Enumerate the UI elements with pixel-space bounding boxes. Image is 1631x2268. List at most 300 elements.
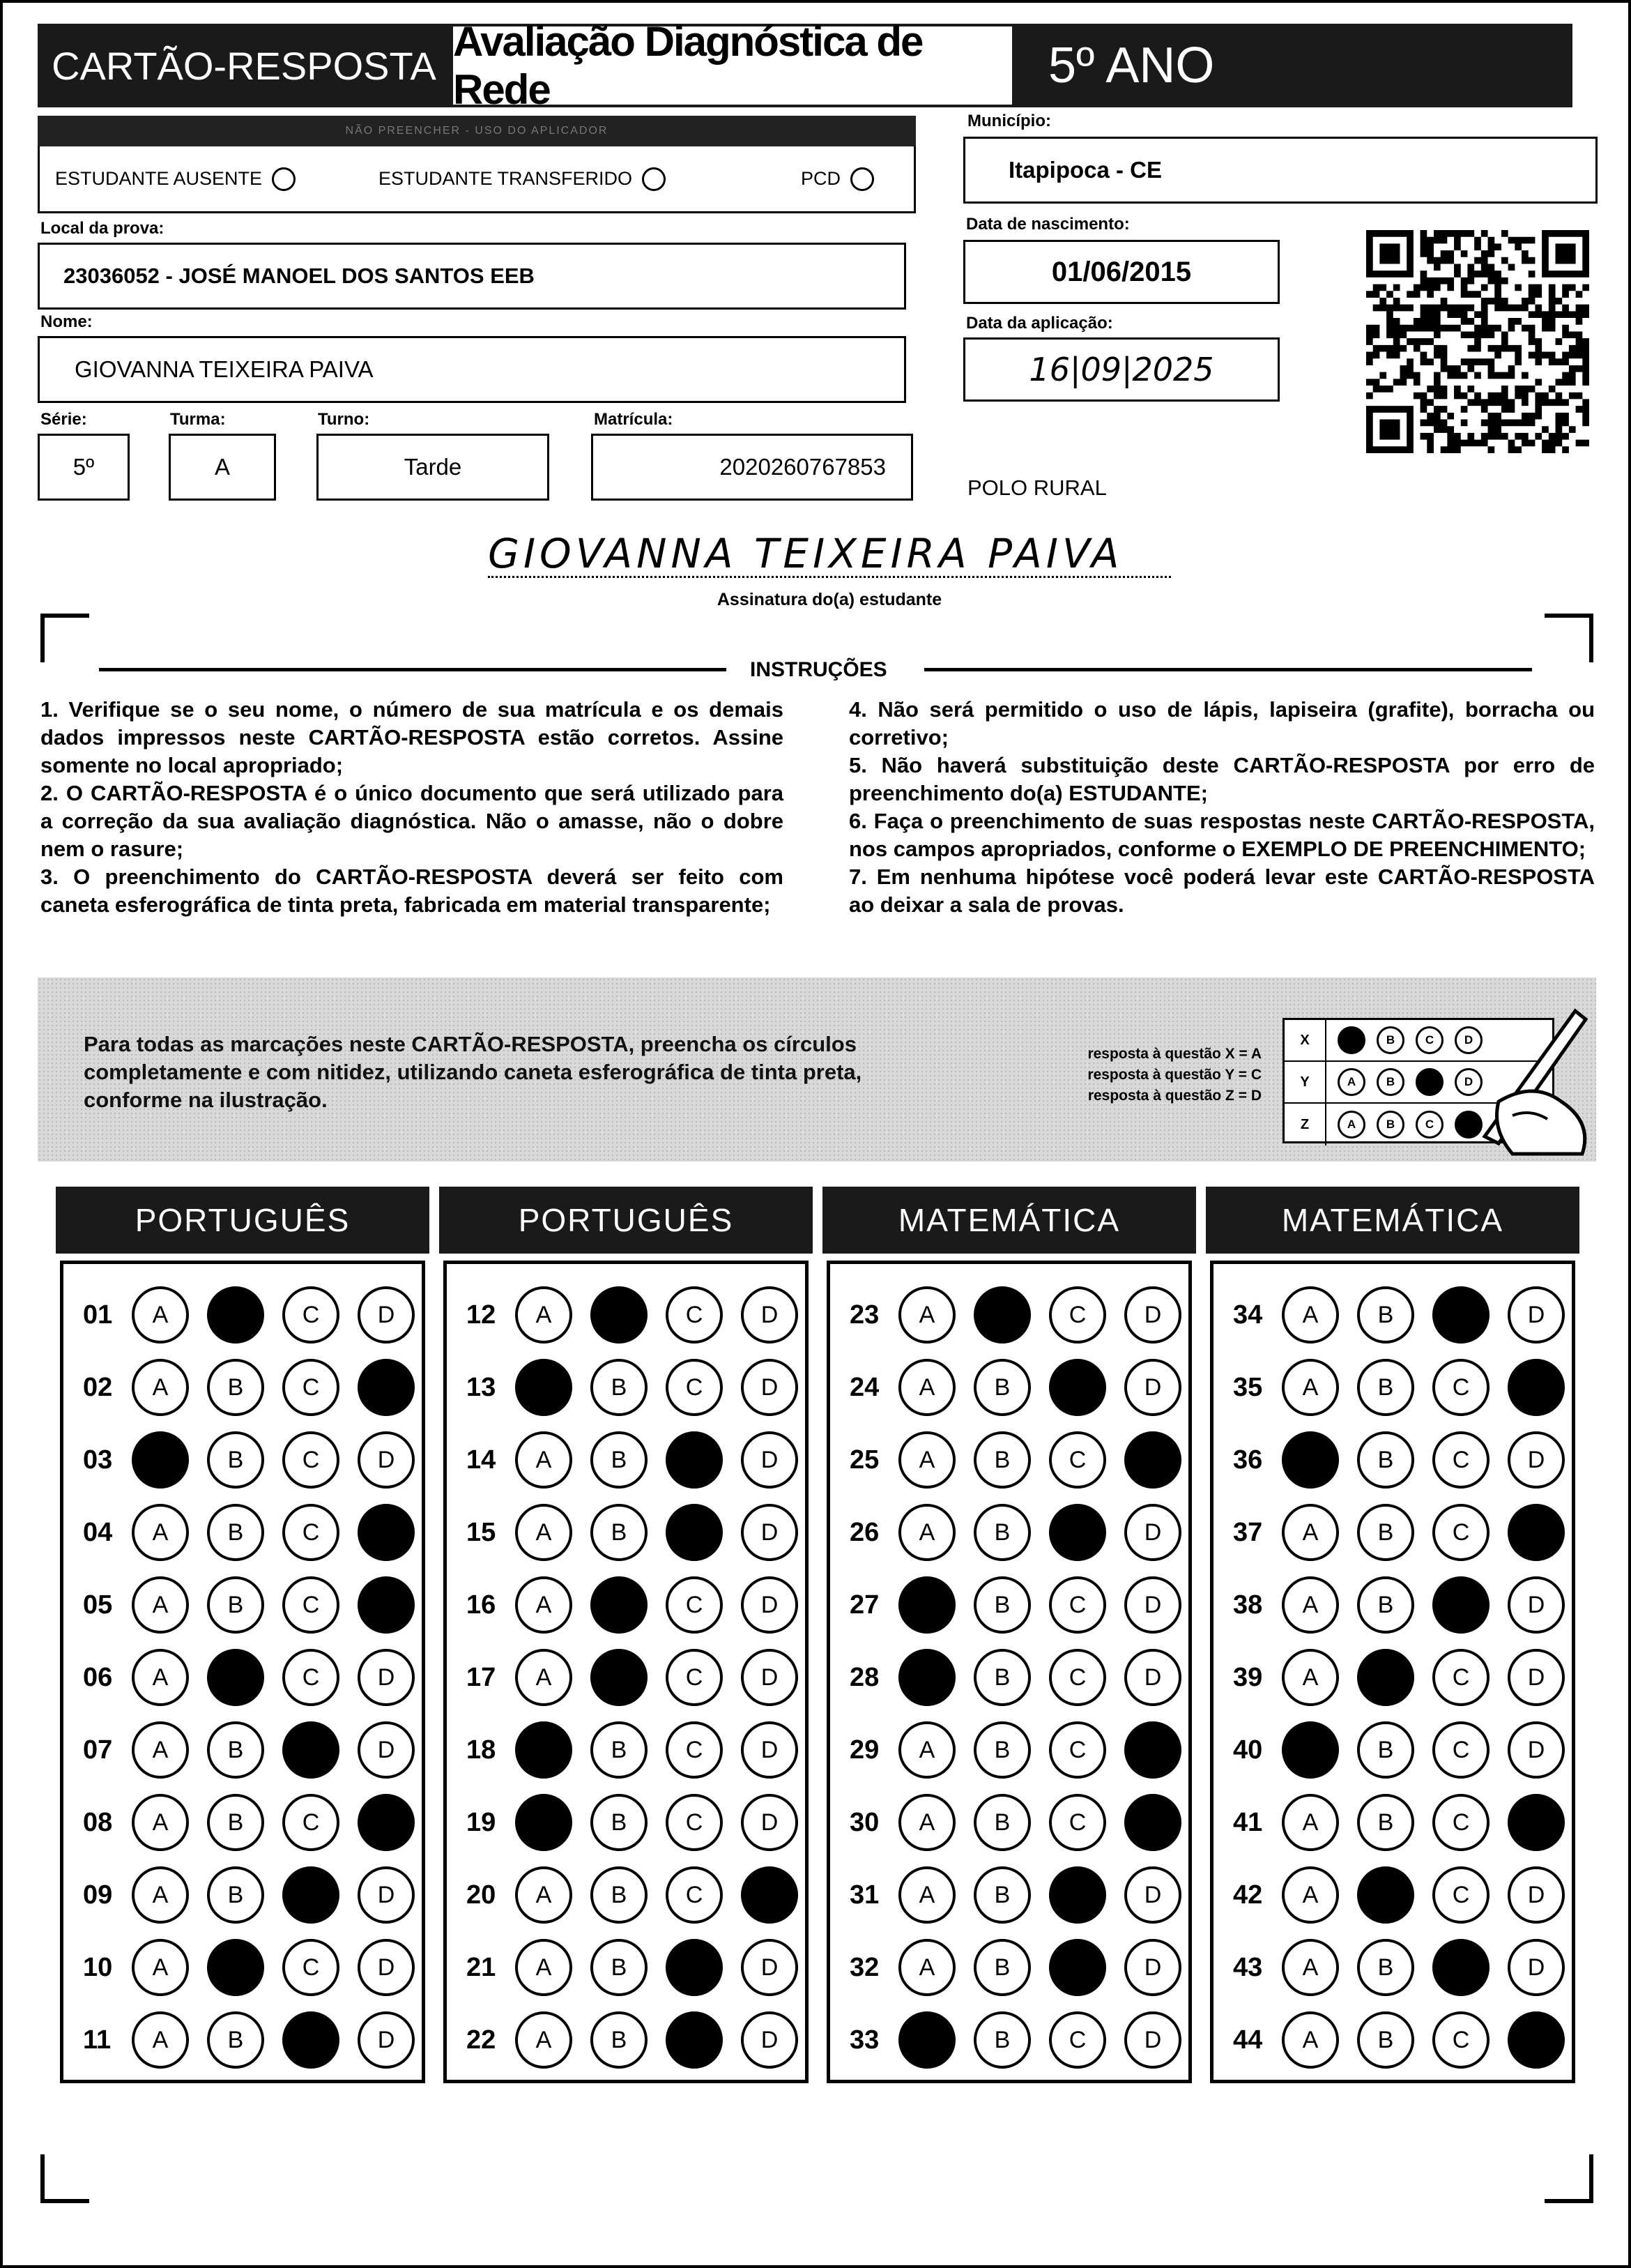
answer-bubble-b[interactable]: B bbox=[1357, 1504, 1414, 1561]
answer-bubble-d[interactable]: D bbox=[1124, 1286, 1181, 1344]
signature-label: Assinatura do(a) estudante bbox=[717, 590, 942, 609]
answer-bubble-d[interactable] bbox=[1124, 1794, 1181, 1851]
answer-bubble-d[interactable]: D bbox=[358, 2011, 415, 2069]
answer-bubble-a[interactable]: A bbox=[1282, 1649, 1339, 1706]
answer-bubble-c[interactable] bbox=[666, 2011, 723, 2069]
answer-bubble-c[interactable]: C bbox=[282, 1504, 339, 1561]
answer-bubble-c[interactable]: C bbox=[1432, 1359, 1490, 1416]
answer-bubble-c[interactable] bbox=[1432, 1286, 1490, 1344]
answer-bubble-a[interactable]: A bbox=[515, 1504, 572, 1561]
answer-bubble-c[interactable]: C bbox=[1049, 1649, 1106, 1706]
status-pcd-bubble[interactable] bbox=[850, 167, 874, 191]
answer-bubble-b[interactable]: B bbox=[1357, 1359, 1414, 1416]
answer-bubble-d[interactable]: D bbox=[1124, 1359, 1181, 1416]
question-number: 39 bbox=[1233, 1662, 1263, 1692]
answer-bubble-d[interactable]: D bbox=[1124, 1649, 1181, 1706]
applicator-strip: NÃO PREENCHER - USO DO APLICADOR bbox=[38, 116, 916, 146]
answer-bubble-b[interactable]: B bbox=[590, 1794, 648, 1851]
answer-bubble-b[interactable]: B bbox=[974, 1359, 1031, 1416]
status-absent-bubble[interactable] bbox=[272, 167, 296, 191]
corner-mark-bottom-left bbox=[40, 2154, 89, 2203]
question-number: 11 bbox=[83, 2025, 112, 2055]
answer-bubble-d[interactable]: D bbox=[741, 1431, 798, 1489]
answer-bubble-b[interactable] bbox=[207, 1649, 264, 1706]
question-row bbox=[63, 1646, 415, 1709]
question-number: 38 bbox=[1233, 1590, 1263, 1620]
answer-bubble-d[interactable]: D bbox=[358, 1286, 415, 1344]
example-text: Para todas as marcações neste CARTÃO-RESPOSTA, preencha os círculos completamente e com nitidez, utilizando caneta esferográfica de tinta preta, conforme na ilustração. bbox=[84, 1032, 862, 1112]
answer-bubble-a[interactable]: A bbox=[132, 1649, 189, 1706]
status-pcd-label: PCD bbox=[801, 168, 841, 189]
question-row bbox=[447, 1936, 798, 1999]
answer-bubble-d[interactable]: D bbox=[358, 1866, 415, 1924]
answer-bubble-c[interactable]: C bbox=[282, 1286, 339, 1344]
qr-modules bbox=[1366, 230, 1589, 453]
answer-bubble-c[interactable] bbox=[1049, 1939, 1106, 1996]
example-bubble-a: A bbox=[1338, 1111, 1365, 1139]
answer-bubble-c[interactable]: C bbox=[282, 1431, 339, 1489]
answer-bubble-b[interactable] bbox=[1357, 1649, 1414, 1706]
question-row bbox=[1213, 1429, 1565, 1491]
question-row bbox=[1213, 1719, 1565, 1781]
answer-bubble-b[interactable]: B bbox=[1357, 1939, 1414, 1996]
answer-bubble-b[interactable]: B bbox=[974, 1939, 1031, 1996]
answer-bubble-b[interactable]: B bbox=[590, 1721, 648, 1779]
grade-title: 5º ANO bbox=[1015, 24, 1572, 107]
question-number: 25 bbox=[850, 1445, 880, 1475]
question-row bbox=[63, 1429, 415, 1491]
student-signature: GIOVANNA TEIXEIRA PAIVA bbox=[488, 530, 1124, 577]
birthdate-label: Data de nascimento: bbox=[966, 215, 1130, 234]
question-number: 36 bbox=[1233, 1445, 1263, 1475]
answer-bubble-c[interactable]: C bbox=[282, 1794, 339, 1851]
status-pcd[interactable] bbox=[801, 167, 874, 191]
answer-bubble-b[interactable]: B bbox=[590, 1939, 648, 1996]
question-row bbox=[830, 1429, 1181, 1491]
question-row bbox=[447, 1791, 798, 1854]
answer-bubble-c[interactable]: C bbox=[1432, 1866, 1490, 1924]
instructions-left: 1. Verifique se o seu nome, o número de sua matrícula e os demais dados impressos neste CARTÃO-RESPOSTA estão corretos. Assine somente no local apropriado; 2. O CARTÃO-RESPOSTA é o único documento que será utilizado para a correção da sua avaliação diagnóstica. Não o amasse, não o dobre nem o rasure; 3. O preenchimento do CARTÃO-RESPOSTA deverá ser feito com caneta esferográfica de tinta preta, fabricada em material transparente; bbox=[40, 697, 783, 917]
answer-bubble-a[interactable]: A bbox=[132, 1721, 189, 1779]
question-row bbox=[63, 1501, 415, 1564]
answer-bubble-c[interactable]: C bbox=[1432, 1649, 1490, 1706]
question-row bbox=[63, 2009, 415, 2071]
answer-bubble-c[interactable]: C bbox=[666, 1649, 723, 1706]
answer-bubble-d[interactable]: D bbox=[741, 2011, 798, 2069]
example-bubble-b: B bbox=[1377, 1068, 1404, 1096]
answer-bubble-a[interactable] bbox=[898, 1649, 956, 1706]
question-number: 17 bbox=[466, 1662, 496, 1692]
answer-bubble-d[interactable]: D bbox=[1124, 1504, 1181, 1561]
answer-bubble-b[interactable]: B bbox=[590, 1504, 648, 1561]
question-row bbox=[830, 1791, 1181, 1854]
question-number: 23 bbox=[850, 1300, 880, 1330]
answer-bubble-d[interactable]: D bbox=[1124, 1576, 1181, 1634]
answer-bubble-a[interactable]: A bbox=[132, 1939, 189, 1996]
question-row bbox=[830, 1356, 1181, 1419]
answer-bubble-b[interactable]: B bbox=[1357, 1721, 1414, 1779]
answer-bubble-a[interactable]: A bbox=[132, 2011, 189, 2069]
answer-bubble-d[interactable]: D bbox=[741, 1794, 798, 1851]
question-number: 40 bbox=[1233, 1735, 1263, 1765]
answer-bubble-a[interactable]: A bbox=[898, 1721, 956, 1779]
answer-bubble-d[interactable]: D bbox=[1124, 1866, 1181, 1924]
answer-bubble-a[interactable]: A bbox=[132, 1359, 189, 1416]
answer-bubble-d[interactable]: D bbox=[1508, 1649, 1565, 1706]
answer-bubble-c[interactable] bbox=[1432, 1576, 1490, 1634]
answer-bubble-b[interactable]: B bbox=[590, 1359, 648, 1416]
answer-bubble-c[interactable] bbox=[1432, 1939, 1490, 1996]
answer-bubble-c[interactable]: C bbox=[666, 1576, 723, 1634]
answer-bubble-c[interactable]: C bbox=[282, 1576, 339, 1634]
question-number: 05 bbox=[83, 1590, 113, 1620]
answer-bubble-c[interactable] bbox=[666, 1504, 723, 1561]
question-row bbox=[63, 1719, 415, 1781]
turma-field: A bbox=[169, 434, 276, 501]
answer-bubble-a[interactable]: A bbox=[515, 1939, 572, 1996]
answer-bubble-c[interactable]: C bbox=[1049, 1794, 1106, 1851]
question-number: 32 bbox=[850, 1952, 880, 1982]
pen-hand-icon bbox=[1471, 997, 1596, 1157]
answer-bubble-a[interactable]: A bbox=[898, 1866, 956, 1924]
question-row bbox=[447, 2009, 798, 2071]
question-row bbox=[447, 1429, 798, 1491]
question-row bbox=[447, 1574, 798, 1636]
signature-line bbox=[488, 576, 1171, 578]
sheet-title: CARTÃO-RESPOSTA bbox=[38, 24, 450, 107]
question-row bbox=[63, 1864, 415, 1926]
matricula-label: Matrícula: bbox=[594, 410, 673, 429]
answer-bubble-d[interactable] bbox=[1508, 1794, 1565, 1851]
answer-section bbox=[1210, 1261, 1575, 2083]
question-row bbox=[447, 1284, 798, 1346]
answer-bubble-b[interactable]: B bbox=[974, 2011, 1031, 2069]
instructions-rule-right bbox=[924, 668, 1532, 671]
answer-bubble-b[interactable]: B bbox=[1357, 1286, 1414, 1344]
answer-bubble-b[interactable]: B bbox=[207, 2011, 264, 2069]
answer-bubble-a[interactable]: A bbox=[898, 1286, 956, 1344]
answer-bubble-c[interactable]: C bbox=[666, 1866, 723, 1924]
question-row bbox=[1213, 1356, 1565, 1419]
answer-bubble-a[interactable] bbox=[515, 1794, 572, 1851]
answer-bubble-d[interactable]: D bbox=[1508, 1939, 1565, 1996]
answer-bubble-c[interactable] bbox=[282, 1721, 339, 1779]
question-number: 18 bbox=[466, 1735, 496, 1765]
question-row bbox=[830, 1646, 1181, 1709]
question-number: 09 bbox=[83, 1880, 113, 1910]
answer-section bbox=[60, 1261, 425, 2083]
answer-bubble-a[interactable]: A bbox=[132, 1286, 189, 1344]
answer-bubble-d[interactable]: D bbox=[741, 1359, 798, 1416]
answer-bubble-d[interactable] bbox=[1508, 1359, 1565, 1416]
answer-bubble-a[interactable]: A bbox=[1282, 1794, 1339, 1851]
answer-bubble-d[interactable] bbox=[358, 1576, 415, 1634]
answer-bubble-b[interactable]: B bbox=[207, 1794, 264, 1851]
answer-bubble-a[interactable]: A bbox=[515, 1649, 572, 1706]
answer-bubble-c[interactable] bbox=[666, 1431, 723, 1489]
answer-bubble-b[interactable]: B bbox=[974, 1649, 1031, 1706]
status-transferred-bubble[interactable] bbox=[642, 167, 666, 191]
answer-bubble-a[interactable] bbox=[898, 2011, 956, 2069]
answer-bubble-a[interactable]: A bbox=[515, 1431, 572, 1489]
question-row bbox=[1213, 1284, 1565, 1346]
serie-field: 5º bbox=[38, 434, 130, 501]
answer-bubble-a[interactable] bbox=[132, 1431, 189, 1489]
answer-bubble-a[interactable]: A bbox=[1282, 1286, 1339, 1344]
answer-bubble-b[interactable]: B bbox=[590, 1431, 648, 1489]
status-transferred-label: ESTUDANTE TRANSFERIDO bbox=[378, 168, 633, 189]
answer-bubble-c[interactable]: C bbox=[1432, 2011, 1490, 2069]
question-number: 37 bbox=[1233, 1517, 1263, 1547]
turno-field: Tarde bbox=[316, 434, 549, 501]
answer-bubble-d[interactable]: D bbox=[741, 1939, 798, 1996]
question-number: 03 bbox=[83, 1445, 113, 1475]
question-number: 12 bbox=[466, 1300, 496, 1330]
question-row bbox=[63, 1356, 415, 1419]
answer-bubble-d[interactable]: D bbox=[741, 1721, 798, 1779]
answer-bubble-b[interactable]: B bbox=[207, 1721, 264, 1779]
answer-bubble-a[interactable]: A bbox=[898, 1939, 956, 1996]
answer-bubble-a[interactable]: A bbox=[1282, 1359, 1339, 1416]
answer-bubble-d[interactable]: D bbox=[1124, 1939, 1181, 1996]
answer-bubble-b[interactable] bbox=[590, 1649, 648, 1706]
answer-bubble-b[interactable]: B bbox=[974, 1431, 1031, 1489]
corner-mark-top-right bbox=[1545, 614, 1593, 662]
corner-mark-top-left bbox=[40, 614, 89, 662]
answer-bubble-d[interactable] bbox=[358, 1359, 415, 1416]
answer-bubble-d[interactable]: D bbox=[358, 1649, 415, 1706]
answer-bubble-b[interactable] bbox=[590, 1286, 648, 1344]
question-row bbox=[63, 1936, 415, 1999]
municipio-label: Município: bbox=[967, 112, 1051, 130]
question-row bbox=[1213, 1574, 1565, 1636]
example-legend-z: resposta à questão Z = D bbox=[1087, 1088, 1262, 1104]
answer-bubble-b[interactable]: B bbox=[1357, 1431, 1414, 1489]
answer-bubble-a[interactable]: A bbox=[515, 1866, 572, 1924]
question-row bbox=[447, 1356, 798, 1419]
answer-bubble-c[interactable]: C bbox=[282, 1359, 339, 1416]
answer-bubble-c[interactable] bbox=[282, 2011, 339, 2069]
answer-bubble-b[interactable]: B bbox=[974, 1576, 1031, 1634]
answer-bubble-a[interactable] bbox=[1282, 1721, 1339, 1779]
answer-bubble-a[interactable]: A bbox=[898, 1359, 956, 1416]
question-number: 14 bbox=[466, 1445, 496, 1475]
answer-bubble-d[interactable] bbox=[741, 1866, 798, 1924]
example-bubble-d: D bbox=[1455, 1026, 1483, 1054]
example-legend-x: resposta à questão X = A bbox=[1087, 1046, 1262, 1062]
answer-bubble-c[interactable]: C bbox=[1049, 1286, 1106, 1344]
answer-bubble-c[interactable]: C bbox=[666, 1721, 723, 1779]
answer-bubble-b[interactable] bbox=[974, 1286, 1031, 1344]
example-question-label: X bbox=[1285, 1020, 1326, 1060]
answer-bubble-c[interactable]: C bbox=[1049, 1721, 1106, 1779]
question-row bbox=[1213, 1501, 1565, 1564]
answer-bubble-a[interactable]: A bbox=[132, 1504, 189, 1561]
name-field: GIOVANNA TEIXEIRA PAIVA bbox=[38, 336, 906, 403]
answer-bubble-b[interactable]: B bbox=[207, 1866, 264, 1924]
question-row bbox=[1213, 1646, 1565, 1709]
answer-bubble-b[interactable]: B bbox=[974, 1794, 1031, 1851]
answer-bubble-a[interactable]: A bbox=[898, 1504, 956, 1561]
example-bubble-c bbox=[1416, 1068, 1444, 1096]
answer-bubble-a[interactable]: A bbox=[132, 1866, 189, 1924]
answer-bubble-b[interactable]: B bbox=[207, 1576, 264, 1634]
question-number: 15 bbox=[466, 1517, 496, 1547]
answer-bubble-a[interactable] bbox=[1282, 1431, 1339, 1489]
answer-bubble-c[interactable]: C bbox=[1432, 1794, 1490, 1851]
answer-bubble-b[interactable] bbox=[590, 1576, 648, 1634]
answer-bubble-b[interactable]: B bbox=[974, 1721, 1031, 1779]
question-number: 06 bbox=[83, 1662, 113, 1692]
answer-bubble-b[interactable]: B bbox=[590, 1866, 648, 1924]
answer-bubble-b[interactable]: B bbox=[1357, 2011, 1414, 2069]
question-number: 29 bbox=[850, 1735, 880, 1765]
example-bubble-b: B bbox=[1377, 1026, 1404, 1054]
answer-bubble-a[interactable]: A bbox=[515, 1576, 572, 1634]
answer-bubble-c[interactable]: C bbox=[666, 1359, 723, 1416]
answer-bubble-d[interactable]: D bbox=[1508, 1431, 1565, 1489]
question-row bbox=[63, 1791, 415, 1854]
question-number: 42 bbox=[1233, 1880, 1263, 1910]
answer-bubble-b[interactable]: B bbox=[207, 1431, 264, 1489]
answer-bubble-c[interactable] bbox=[282, 1866, 339, 1924]
question-row bbox=[1213, 2009, 1565, 2071]
answer-bubble-b[interactable] bbox=[207, 1286, 264, 1344]
answer-bubble-d[interactable] bbox=[1508, 2011, 1565, 2069]
example-bubble-a bbox=[1338, 1026, 1365, 1054]
answer-bubble-c[interactable] bbox=[1049, 1359, 1106, 1416]
answer-bubble-c[interactable]: C bbox=[1049, 2011, 1106, 2069]
question-number: 01 bbox=[83, 1300, 113, 1330]
answer-bubble-b[interactable]: B bbox=[590, 2011, 648, 2069]
instructions-right: 4. Não será permitido o uso de lápis, lapiseira (grafite), borracha ou corretivo; 5. Não haverá substituição deste CARTÃO-RESPOSTA por erro de preenchimento do(a) ESTUDANTE; 6. Faça o preenchimento de suas respostas neste CARTÃO-RESPOSTA, nos campos apropriados, conforme o EXEMPLO DE PREENCHIMENTO; 7. Em nenhuma hipótese você poderá levar este CARTÃO-RESPOSTA ao deixar a sala de provas. bbox=[849, 697, 1595, 917]
answer-bubble-d[interactable] bbox=[1124, 1721, 1181, 1779]
answer-bubble-d[interactable]: D bbox=[1124, 2011, 1181, 2069]
answer-bubble-d[interactable] bbox=[1124, 1431, 1181, 1489]
answer-bubble-b[interactable]: B bbox=[1357, 1794, 1414, 1851]
status-absent[interactable] bbox=[55, 167, 296, 191]
application-date-field: 16|09|2025 bbox=[963, 337, 1280, 402]
corner-mark-bottom-right bbox=[1545, 2154, 1593, 2203]
answer-bubble-b[interactable]: B bbox=[1357, 1576, 1414, 1634]
answer-bubble-c[interactable] bbox=[1049, 1866, 1106, 1924]
answer-bubble-d[interactable]: D bbox=[1508, 1866, 1565, 1924]
instructions-title: INSTRUÇÕES bbox=[739, 658, 898, 682]
question-number: 04 bbox=[83, 1517, 113, 1547]
answer-bubble-a[interactable]: A bbox=[898, 1794, 956, 1851]
local-label: Local da prova: bbox=[40, 219, 164, 238]
question-number: 21 bbox=[466, 1952, 496, 1982]
question-number: 34 bbox=[1233, 1300, 1263, 1330]
answer-bubble-c[interactable]: C bbox=[1432, 1721, 1490, 1779]
answer-bubble-d[interactable]: D bbox=[741, 1286, 798, 1344]
answer-bubble-a[interactable]: A bbox=[132, 1794, 189, 1851]
section-title: PORTUGUÊS bbox=[56, 1187, 429, 1254]
status-transferred[interactable] bbox=[378, 167, 666, 191]
question-row bbox=[63, 1284, 415, 1346]
answer-bubble-b[interactable]: B bbox=[974, 1504, 1031, 1561]
answer-section bbox=[443, 1261, 809, 2083]
answer-bubble-d[interactable]: D bbox=[741, 1649, 798, 1706]
question-number: 07 bbox=[83, 1735, 113, 1765]
question-number: 30 bbox=[850, 1807, 880, 1837]
question-row bbox=[447, 1719, 798, 1781]
example-bubble-a: A bbox=[1338, 1068, 1365, 1096]
answer-bubble-d[interactable]: D bbox=[358, 1431, 415, 1489]
answer-bubble-c[interactable]: C bbox=[282, 1649, 339, 1706]
answer-bubble-c[interactable]: C bbox=[1432, 1504, 1490, 1561]
question-number: 08 bbox=[83, 1807, 113, 1837]
example-legend-y: resposta à questão Y = C bbox=[1087, 1067, 1262, 1083]
answer-bubble-d[interactable]: D bbox=[1508, 1721, 1565, 1779]
answer-bubble-b[interactable]: B bbox=[207, 1504, 264, 1561]
answer-bubble-a[interactable]: A bbox=[1282, 2011, 1339, 2069]
question-row bbox=[830, 1864, 1181, 1926]
answer-bubble-a[interactable] bbox=[515, 1721, 572, 1779]
answer-bubble-c[interactable]: C bbox=[1049, 1576, 1106, 1634]
answer-bubble-a[interactable]: A bbox=[515, 2011, 572, 2069]
answer-bubble-c[interactable]: C bbox=[1049, 1431, 1106, 1489]
answer-bubble-b[interactable]: B bbox=[207, 1359, 264, 1416]
answer-bubble-c[interactable] bbox=[1049, 1504, 1106, 1561]
answer-bubble-d[interactable]: D bbox=[741, 1504, 798, 1561]
question-row bbox=[830, 2009, 1181, 2071]
answer-bubble-d[interactable] bbox=[358, 1504, 415, 1561]
question-number: 41 bbox=[1233, 1807, 1263, 1837]
answer-bubble-d[interactable]: D bbox=[358, 1939, 415, 1996]
answer-bubble-b[interactable]: B bbox=[974, 1866, 1031, 1924]
question-row bbox=[1213, 1936, 1565, 1999]
answer-bubble-a[interactable] bbox=[515, 1359, 572, 1416]
answer-bubble-a[interactable]: A bbox=[1282, 1866, 1339, 1924]
question-number: 02 bbox=[83, 1372, 113, 1402]
answer-bubble-b[interactable] bbox=[207, 1939, 264, 1996]
instructions-rule-left bbox=[99, 668, 726, 671]
question-number: 27 bbox=[850, 1590, 880, 1620]
question-number: 35 bbox=[1233, 1372, 1263, 1402]
answer-bubble-d[interactable] bbox=[358, 1794, 415, 1851]
answer-bubble-c[interactable]: C bbox=[282, 1939, 339, 1996]
answer-bubble-a[interactable]: A bbox=[1282, 1939, 1339, 1996]
answer-bubble-d[interactable] bbox=[1508, 1504, 1565, 1561]
answer-bubble-b[interactable] bbox=[1357, 1866, 1414, 1924]
answer-bubble-a[interactable]: A bbox=[132, 1576, 189, 1634]
answer-bubble-c[interactable]: C bbox=[666, 1286, 723, 1344]
answer-section bbox=[827, 1261, 1192, 2083]
answer-bubble-c[interactable]: C bbox=[666, 1794, 723, 1851]
answer-bubble-d[interactable]: D bbox=[358, 1721, 415, 1779]
answer-bubble-c[interactable] bbox=[666, 1939, 723, 1996]
answer-bubble-d[interactable]: D bbox=[1508, 1576, 1565, 1634]
question-number: 22 bbox=[466, 2025, 496, 2055]
answer-bubble-a[interactable] bbox=[898, 1576, 956, 1634]
answer-bubble-a[interactable]: A bbox=[1282, 1504, 1339, 1561]
question-row bbox=[830, 1574, 1181, 1636]
question-number: 43 bbox=[1233, 1952, 1263, 1982]
answer-bubble-c[interactable]: C bbox=[1432, 1431, 1490, 1489]
birthdate-field: 01/06/2015 bbox=[963, 240, 1280, 304]
answer-bubble-a[interactable]: A bbox=[898, 1431, 956, 1489]
answer-bubble-a[interactable]: A bbox=[1282, 1576, 1339, 1634]
example-bubble-d: D bbox=[1455, 1068, 1483, 1096]
answer-bubble-d[interactable]: D bbox=[1508, 1286, 1565, 1344]
question-row bbox=[1213, 1864, 1565, 1926]
answer-bubble-d[interactable]: D bbox=[741, 1576, 798, 1634]
question-number: 16 bbox=[466, 1590, 496, 1620]
answer-bubble-a[interactable]: A bbox=[515, 1286, 572, 1344]
example-bubble-b: B bbox=[1377, 1111, 1404, 1139]
status-options bbox=[38, 146, 916, 213]
